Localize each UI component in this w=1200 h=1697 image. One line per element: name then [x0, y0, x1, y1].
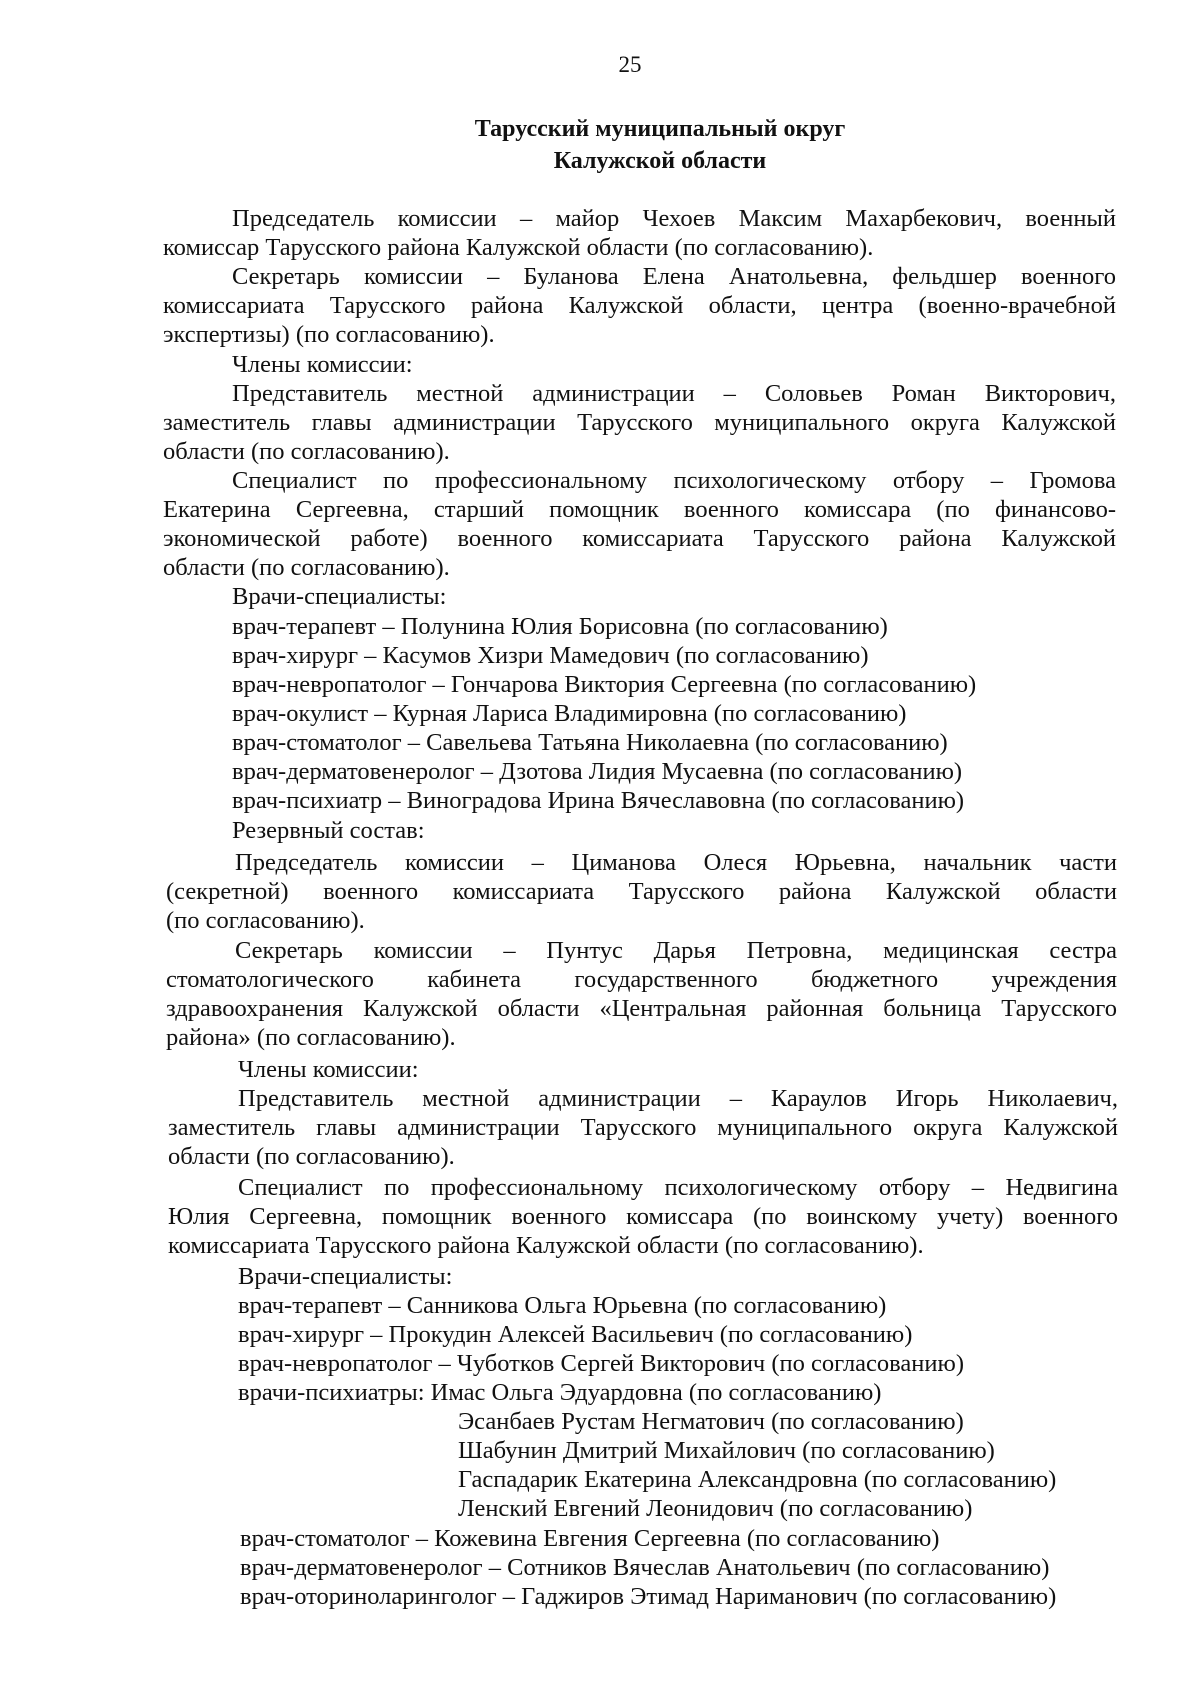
chairman-line-2: комиссар Тарусского района Калужской области (по согласованию).	[163, 234, 874, 261]
reserve-psych-specialist-line-1: Специалист по профессиональному психологическому отбору – Недвигина	[238, 1174, 1118, 1201]
secretary-line-3: экспертизы) (по согласованию).	[163, 321, 495, 348]
reserve-admin-rep-line-2: заместитель главы администрации Тарусского муниципального округа Калужской	[168, 1114, 1118, 1141]
members-heading: Члены комиссии:	[232, 351, 413, 378]
admin-rep-line-1: Представитель местной администрации – Соловьев Роман Викторович,	[232, 380, 1116, 407]
doctor-therapist: врач-терапевт – Полунина Юлия Борисовна (по согласованию)	[232, 613, 888, 640]
reserve-secretary-line-3: здравоохранения Калужской области «Центральная районная больница Тарусского	[166, 995, 1117, 1022]
page-number: 25	[618, 52, 642, 77]
reserve-psych-specialist-line-3: комиссариата Тарусского района Калужской области (по согласованию).	[168, 1232, 924, 1259]
doctor-dermatovenereologist: врач-дерматовенеролог – Дзотова Лидия Мусаевна (по согласованию)	[232, 758, 963, 785]
chairman-line-1: Председатель комиссии – майор Чехоев Максим Махарбекович, военный	[232, 205, 1116, 232]
reserve-secretary-line-1: Секретарь комиссии – Пунтус Дарья Петровна, медицинская сестра	[235, 937, 1117, 964]
reserve-psychiatrist-2: Эсанбаев Рустам Негматович (по согласованию)	[458, 1408, 964, 1435]
doctor-dentist: врач-стоматолог – Савельева Татьяна Николаевна (по согласованию)	[232, 729, 948, 756]
reserve-doctors-heading: Врачи-специалисты:	[238, 1263, 453, 1290]
reserve-admin-rep-line-3: области (по согласованию).	[168, 1143, 455, 1170]
reserve-chairman-line-3: (по согласованию).	[166, 907, 365, 934]
heading-line-2: Калужской области	[553, 148, 767, 174]
reserve-doctor-dermatovenereologist: врач-дерматовенеролог – Сотников Вячеслав Анатольевич (по согласованию)	[240, 1554, 1050, 1581]
reserve-secretary-line-2: стоматологического кабинета государственного бюджетного учреждения	[166, 966, 1117, 993]
psych-specialist-line-3: экономической работе) военного комиссариата Тарусского района Калужской	[163, 525, 1116, 552]
reserve-heading: Резервный состав:	[232, 817, 425, 844]
reserve-psych-specialist-line-2: Юлия Сергеевна, помощник военного комиссара (по воинскому учету) военного	[168, 1203, 1118, 1230]
reserve-psychiatrist-4: Гаспадарик Екатерина Александровна (по согласованию)	[458, 1466, 1057, 1493]
reserve-psychiatrist-5: Ленский Евгений Леонидович (по согласованию)	[458, 1495, 973, 1522]
reserve-doctor-neurologist: врач-невропатолог – Чуботков Сергей Викторович (по согласованию)	[238, 1350, 964, 1377]
reserve-members-heading: Члены комиссии:	[238, 1056, 419, 1083]
reserve-doctor-psychiatrists: врачи-психиатры: Имас Ольга Эдуардовна (по согласованию)	[238, 1379, 882, 1406]
doctor-ophthalmologist: врач-окулист – Курная Лариса Владимировна (по согласованию)	[232, 700, 907, 727]
reserve-doctor-therapist: врач-терапевт – Санникова Ольга Юрьевна (по согласованию)	[238, 1292, 887, 1319]
reserve-secretary-line-4: района» (по согласованию).	[166, 1024, 456, 1051]
reserve-doctor-otolaryngologist: врач-оториноларинголог – Гаджиров Этимад Нариманович (по согласованию)	[240, 1583, 1057, 1610]
reserve-psychiatrist-3: Шабунин Дмитрий Михайлович (по согласованию)	[458, 1437, 995, 1464]
reserve-admin-rep-line-1: Представитель местной администрации – Караулов Игорь Николаевич,	[238, 1085, 1118, 1112]
doctor-neurologist: врач-невропатолог – Гончарова Виктория Сергеевна (по согласованию)	[232, 671, 977, 698]
reserve-chairman-line-2: (секретной) военного комиссариата Тарусского района Калужской области	[166, 878, 1117, 905]
doctors-heading: Врачи-специалисты:	[232, 583, 447, 610]
psych-specialist-line-2: Екатерина Сергеевна, старший помощник военного комиссара (по финансово-	[163, 496, 1116, 523]
reserve-chairman-line-1: Председатель комиссии – Циманова Олеся Юрьевна, начальник части	[235, 849, 1117, 876]
heading-line-1: Тарусский муниципальный округ	[474, 116, 846, 142]
admin-rep-line-3: области (по согласованию).	[163, 438, 450, 465]
psych-specialist-line-4: области (по согласованию).	[163, 554, 450, 581]
secretary-line-2: комиссариата Тарусского района Калужской области, центра (военно-врачебной	[163, 292, 1116, 319]
secretary-line-1: Секретарь комиссии – Буланова Елена Анатольевна, фельдшер военного	[232, 263, 1116, 290]
doctor-psychiatrist: врач-психиатр – Виноградова Ирина Вячеславовна (по согласованию)	[232, 787, 965, 814]
psych-specialist-line-1: Специалист по профессиональному психологическому отбору – Громова	[232, 467, 1116, 494]
doctor-surgeon: врач-хирург – Касумов Хизри Мамедович (по согласованию)	[232, 642, 869, 669]
reserve-doctor-surgeon: врач-хирург – Прокудин Алексей Васильевич (по согласованию)	[238, 1321, 913, 1348]
admin-rep-line-2: заместитель главы администрации Тарусского муниципального округа Калужской	[163, 409, 1116, 436]
reserve-doctor-dentist: врач-стоматолог – Кожевина Евгения Сергеевна (по согласованию)	[240, 1525, 940, 1552]
